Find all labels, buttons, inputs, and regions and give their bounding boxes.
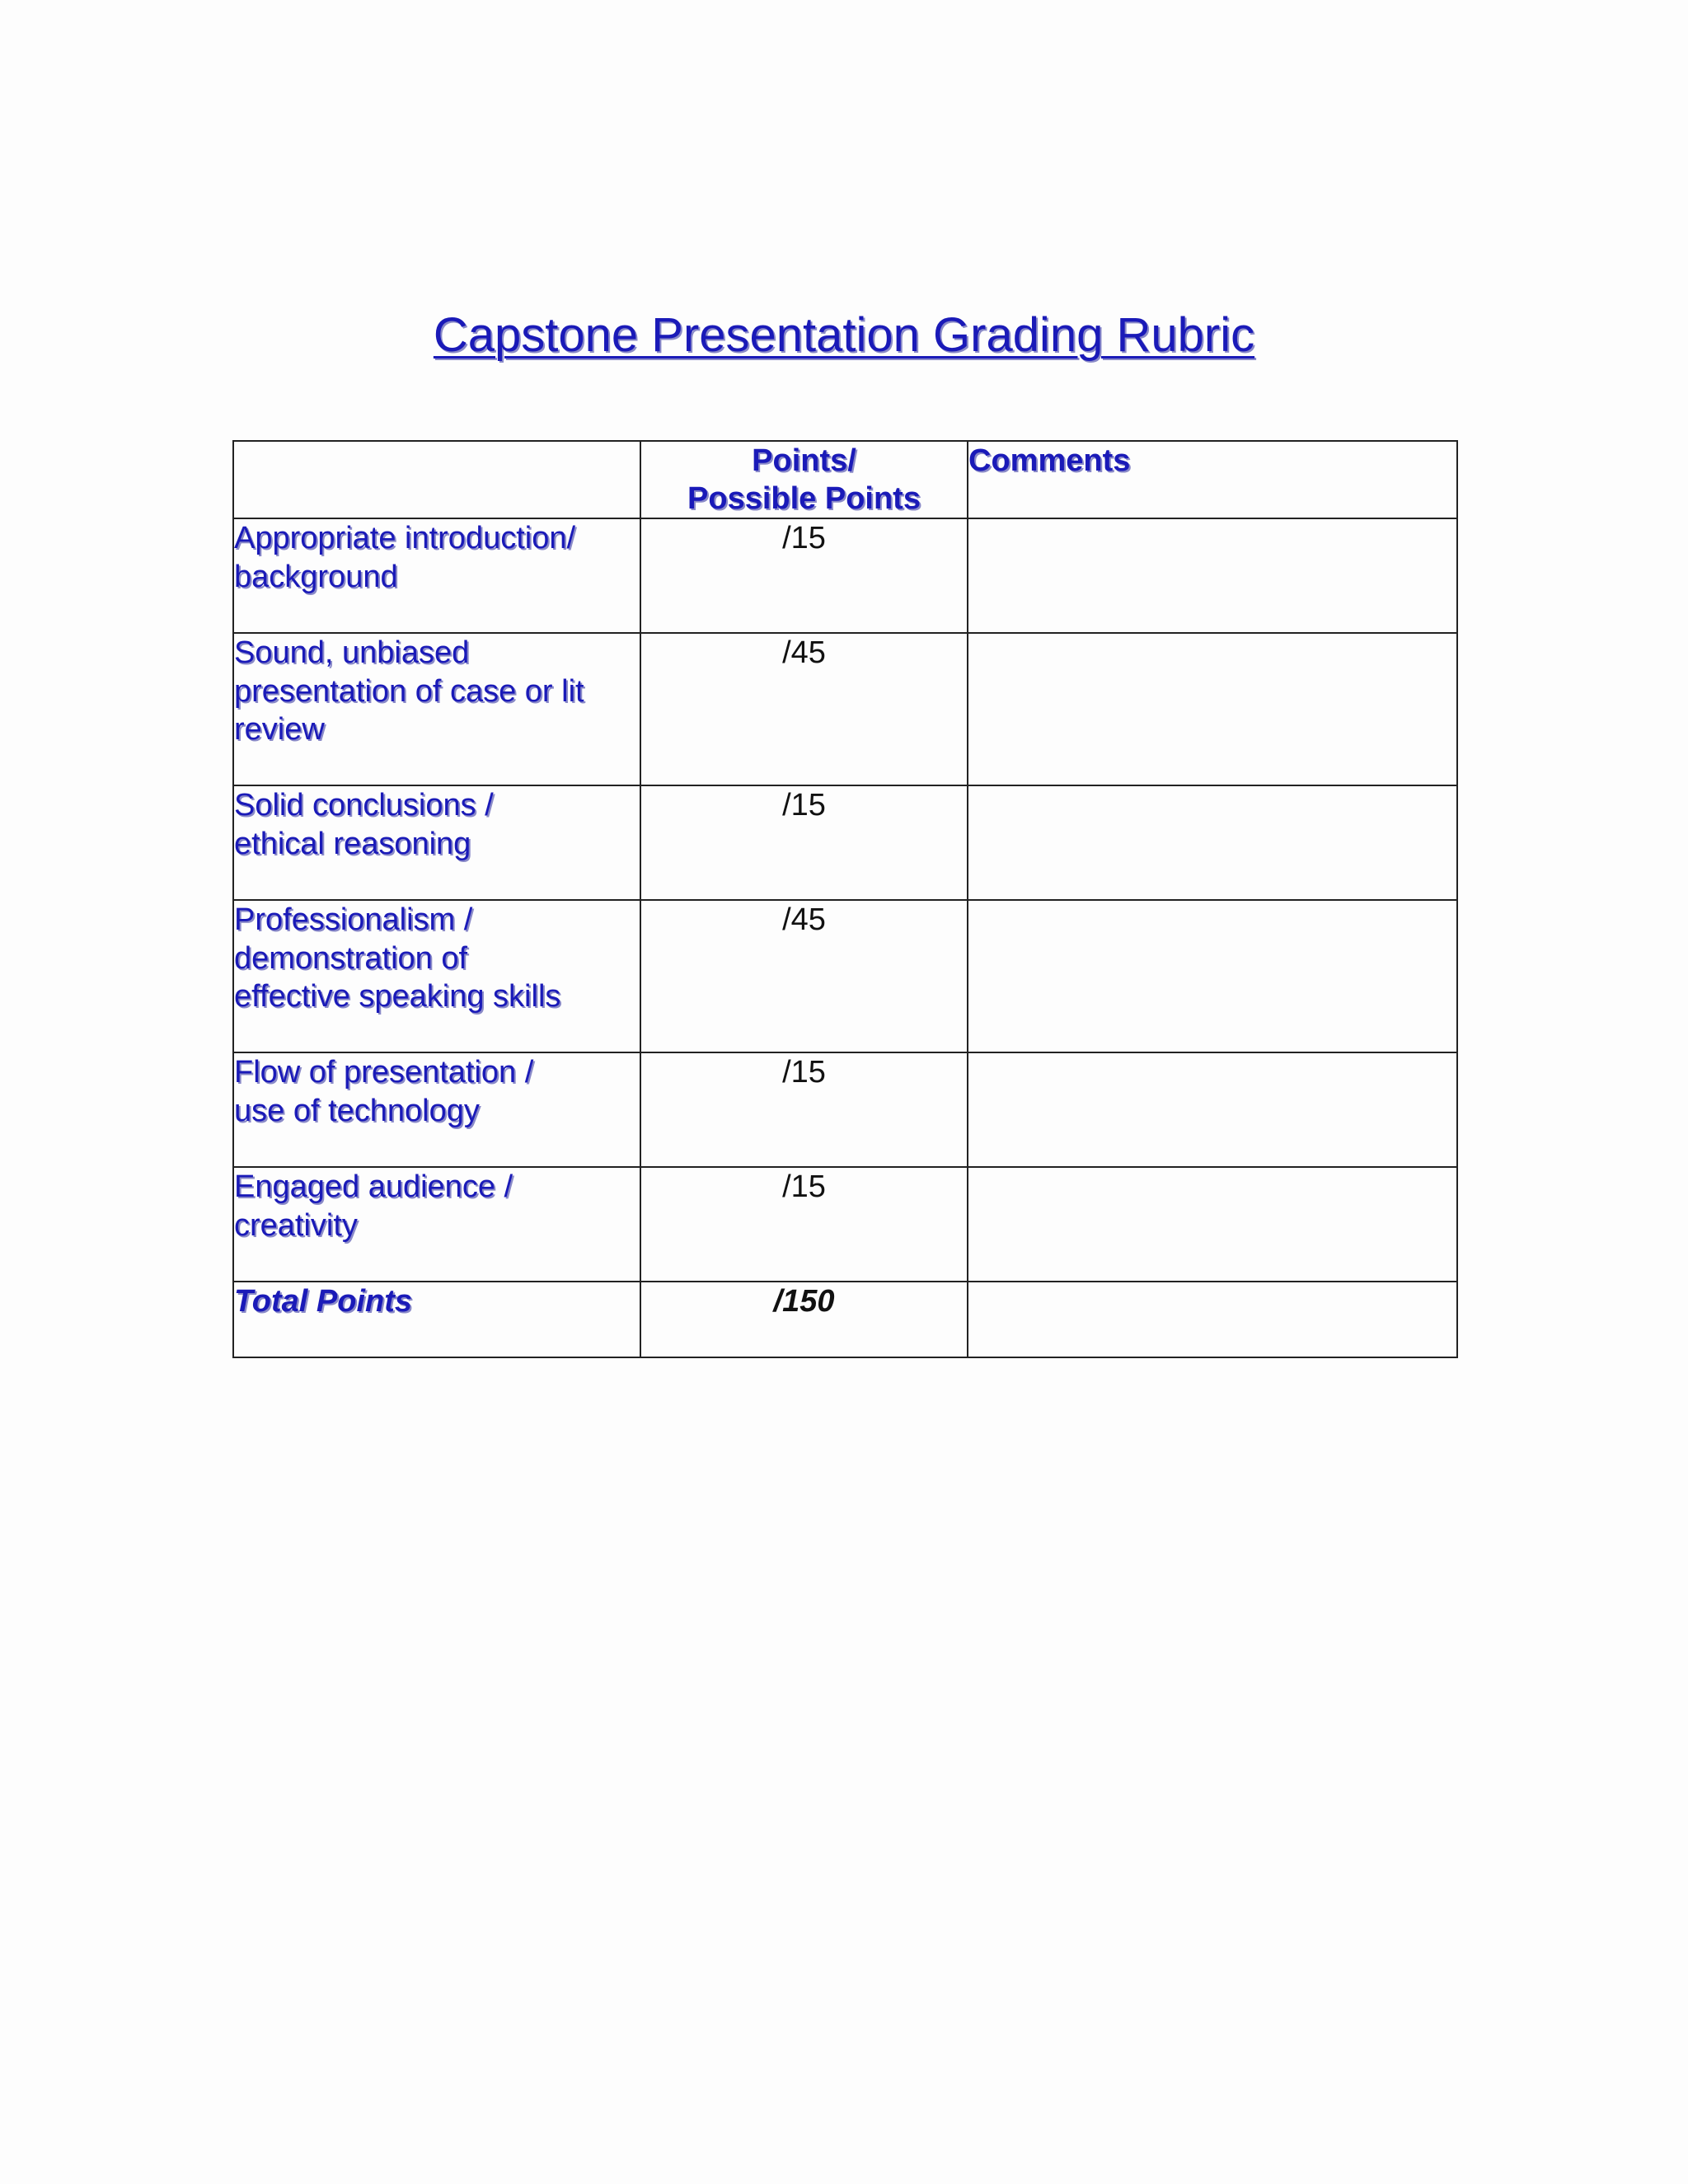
header-points-line-2: Possible Points (687, 481, 921, 516)
criterion-line: background (234, 559, 398, 594)
criterion-line: presentation of case or lit (234, 673, 584, 709)
criterion-cell (233, 785, 640, 900)
table-row (233, 1167, 1457, 1282)
total-label-cell: Total Points (233, 1282, 640, 1357)
criterion-cell (233, 1167, 640, 1282)
comments-cell (968, 1167, 1457, 1282)
comments-cell (968, 900, 1457, 1052)
criterion-line: review (234, 712, 325, 747)
table-row (233, 633, 1457, 785)
criterion-line: Engaged audience / (234, 1169, 513, 1204)
criterion-cell (233, 900, 640, 1052)
criterion-line: Appropriate introduction/ (234, 521, 576, 555)
table-row (233, 518, 1457, 633)
points-cell: /15 (640, 1167, 968, 1282)
comments-cell (968, 518, 1457, 633)
total-comments-cell (968, 1282, 1457, 1357)
criterion-cell (233, 1052, 640, 1167)
table-row (233, 1052, 1457, 1167)
criterion-line: effective speaking skills (234, 979, 561, 1014)
comments-cell (968, 1052, 1457, 1167)
page-title: Capstone Presentation Grading Rubric (433, 308, 1255, 362)
grading-rubric-table (232, 440, 1458, 1358)
table-header-row (233, 441, 1457, 518)
criterion-cell (233, 518, 640, 633)
header-points-cell (640, 441, 968, 518)
criterion-line: use of technology (234, 1093, 480, 1128)
table-row (233, 785, 1457, 900)
criterion-line: Professionalism / (234, 902, 473, 937)
header-comments-cell: Comments (968, 441, 1457, 518)
total-row (233, 1282, 1457, 1357)
points-cell: /15 (640, 785, 968, 900)
points-cell: /15 (640, 518, 968, 633)
criterion-line: Sound, unbiased (234, 635, 470, 670)
criterion-line: ethical reasoning (234, 826, 471, 861)
criterion-cell (233, 633, 640, 785)
criterion-line: demonstration of (234, 940, 468, 976)
comments-cell (968, 633, 1457, 785)
points-cell: /15 (640, 1052, 968, 1167)
points-cell: /45 (640, 633, 968, 785)
points-cell: /45 (640, 900, 968, 1052)
total-points-cell: /150 (640, 1282, 968, 1357)
criterion-line: Solid conclusions / (234, 788, 494, 823)
header-criterion-cell (233, 441, 640, 518)
header-points-line-1: Points/ (752, 443, 856, 478)
comments-cell (968, 785, 1457, 900)
criterion-line: Flow of presentation / (234, 1055, 534, 1090)
criterion-line: creativity (234, 1207, 358, 1243)
table-row (233, 900, 1457, 1052)
